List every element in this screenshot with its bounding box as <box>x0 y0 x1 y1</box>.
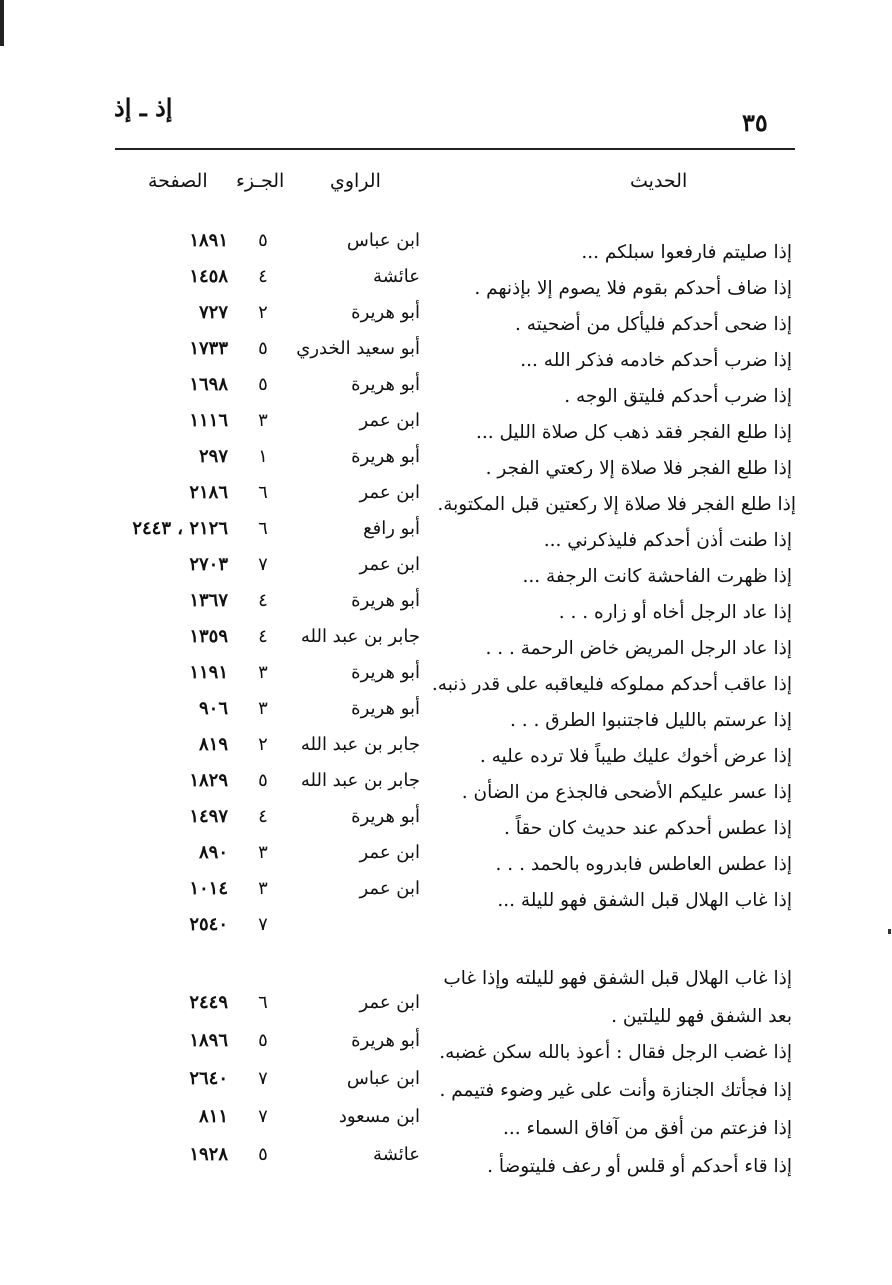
rawi-name: أبو هريرة <box>351 698 420 719</box>
hadith-text: إذا عطس أحدكم عند حديث كان حقاً . <box>503 818 792 839</box>
page-ref: ١٦٩٨ <box>189 374 228 395</box>
hadith-text: إذا ضاف أحدكم بقوم فلا يصوم إلا بإذنهم . <box>474 278 792 299</box>
hadith-text: إذا طلع الفجر فقد ذهب كل صلاة الليل ... <box>475 422 792 443</box>
juz-number: ٤ <box>258 266 268 287</box>
table-row <box>0 410 892 450</box>
page-ref: ١٨٩١ <box>189 230 228 251</box>
rawi-name: ابن مسعود <box>338 1106 420 1127</box>
rawi-name: أبو هريرة <box>351 302 420 323</box>
table-row <box>0 302 892 342</box>
table-row <box>0 554 892 594</box>
page-ref: ١٠١٤ <box>189 878 228 899</box>
juz-number: ٢ <box>258 734 268 755</box>
hadith-text: إذا فزعتم من أفق من آفاق السماء ... <box>503 1118 792 1139</box>
table-row <box>0 770 892 810</box>
page-ref: ١١١٦ <box>189 410 228 431</box>
page-ref: ١٤٥٨ <box>189 266 228 287</box>
hadith-text: إذا عاد الرجل المريض خاض الرحمة . . . <box>485 638 792 659</box>
hadith-text: إذا قاء أحدكم أو قلس أو رعف فليتوضأ . <box>487 1156 792 1177</box>
rawi-name: جابر بن عبد الله <box>300 626 420 647</box>
column-header-page: الصفحة <box>148 170 208 192</box>
scan-edge-mark <box>0 0 4 46</box>
hadith-text: إذا غاب الهلال قبل الشفق فهو لليلة ... <box>497 890 792 911</box>
page-ref: ١٨٢٩ <box>189 770 228 791</box>
page-ref: ٢٥٤٠ <box>189 914 228 935</box>
table-row <box>0 1068 892 1108</box>
hadith-text: إذا عطس العاطس فابدروه بالحمد . . . <box>495 854 792 875</box>
hadith-text: إذا ضرب أحدكم خادمه فذكر الله ... <box>520 350 792 371</box>
juz-number: ٧ <box>258 1106 268 1127</box>
hadith-text: إذا ضحى أحدكم فليأكل من أضحيته . <box>514 314 792 335</box>
hadith-text: إذا عرستم بالليل فاجتنبوا الطرق . . . <box>510 710 792 731</box>
rawi-name: عائشة <box>373 1144 420 1165</box>
rawi-name: أبو هريرة <box>351 806 420 827</box>
table-row <box>0 806 892 846</box>
juz-number: ٣ <box>258 698 268 719</box>
page-ref: ٢٤٤٩ <box>189 992 228 1013</box>
hadith-text-line-1: إذا غاب الهلال قبل الشفق فهو لليلته وإذا غاب <box>443 968 792 989</box>
juz-number: ٥ <box>258 338 268 359</box>
juz-number: ٦ <box>258 482 268 503</box>
rawi-name: ابن عمر <box>359 992 420 1013</box>
page-ref: ١٩٢٨ <box>189 1144 228 1165</box>
page-ref: ٢٩٧ <box>198 446 228 467</box>
rawi-name: ابن عمر <box>359 842 420 863</box>
hadith-text: إذا طنت أذن أحدكم فليذكرني ... <box>543 530 792 551</box>
page-ref: ٢١٨٦ <box>189 482 228 503</box>
rawi-name: أبو هريرة <box>351 662 420 683</box>
rawi-name: ابن عمر <box>359 554 420 575</box>
juz-number: ٤ <box>258 806 268 827</box>
rawi-name: أبو رافع <box>363 518 420 539</box>
rawi-name: ابن عمر <box>359 878 420 899</box>
rawi-name: ابن عباس <box>346 230 420 251</box>
table-row <box>0 482 892 522</box>
rawi-name: أبو هريرة <box>351 374 420 395</box>
hadith-text: إذا ضرب أحدكم فليتق الوجه . <box>564 386 792 407</box>
table-row <box>0 992 892 1032</box>
table-row <box>0 338 892 378</box>
page-ref: ١٣٥٩ <box>189 626 228 647</box>
table-row <box>0 266 892 306</box>
table-row <box>0 698 892 738</box>
rawi-name: أبو هريرة <box>351 446 420 467</box>
rawi-name: جابر بن عبد الله <box>300 734 420 755</box>
table-row <box>0 590 892 630</box>
juz-number: ٧ <box>258 1068 268 1089</box>
juz-number: ٦ <box>258 992 268 1013</box>
page-ref: ٢١٢٦ ، ٢٤٤٣ <box>132 518 228 539</box>
juz-number: ٥ <box>258 1144 268 1165</box>
page-ref: ٨١٩ <box>198 734 228 755</box>
page-ref: ١٤٩٧ <box>189 806 228 827</box>
table-row <box>0 878 892 918</box>
juz-number: ٤ <box>258 590 268 611</box>
juz-number: ٥ <box>258 1030 268 1051</box>
rawi-name: جابر بن عبد الله <box>300 770 420 791</box>
juz-number: ٢ <box>258 302 268 323</box>
page-ref: ١٧٣٣ <box>189 338 228 359</box>
table-row <box>0 662 892 702</box>
juz-number: ٣ <box>258 842 268 863</box>
page-ref: ٨٩٠ <box>198 842 228 863</box>
rawi-name: عائشة <box>373 266 420 287</box>
juz-number: ٣ <box>258 878 268 899</box>
table-row <box>0 230 892 270</box>
table-row <box>0 1030 892 1070</box>
rawi-name: أبو سعيد الخدري <box>296 338 420 359</box>
juz-number: ٧ <box>258 914 268 935</box>
juz-number: ٥ <box>258 230 268 251</box>
page-ref: ٨١١ <box>198 1106 228 1127</box>
rawi-name: أبو هريرة <box>351 590 420 611</box>
page-ref: ١٣٦٧ <box>189 590 228 611</box>
table-row <box>0 1144 892 1184</box>
hadith-text: إذا عاد الرجل أخاه أو زاره . . . <box>558 602 792 623</box>
page-ref: ٢٧٠٣ <box>189 554 228 575</box>
table-row <box>0 734 892 774</box>
hadith-text: إذا عاقب أحدكم مملوكه فليعاقبه على قدر ذنبه. <box>431 674 792 695</box>
juz-number: ٦ <box>258 518 268 539</box>
rawi-name: أبو هريرة <box>351 1030 420 1051</box>
hadith-text: إذا عسر عليكم الأضحى فالجذع من الضأن . <box>461 782 792 803</box>
juz-number: ٥ <box>258 374 268 395</box>
scan-speck <box>888 929 891 934</box>
page-number: ٣٥ <box>742 108 768 137</box>
table-row <box>0 626 892 666</box>
table-row <box>0 914 892 954</box>
hadith-text: إذا طلع الفجر فلا صلاة إلا ركعتين قبل المكتوبة. <box>437 494 796 515</box>
rawi-name: ابن عمر <box>359 482 420 503</box>
juz-number: ٥ <box>258 770 268 791</box>
page-ref: ١١٩١ <box>189 662 228 683</box>
hadith-text: إذا ظهرت الفاحشة كانت الرجفة ... <box>522 566 792 587</box>
rawi-name: ابن عمر <box>359 410 420 431</box>
hadith-text: إذا طلع الفجر فلا صلاة إلا ركعتي الفجر . <box>485 458 792 479</box>
page-ref: ٢٦٤٠ <box>189 1068 228 1089</box>
table-row <box>0 446 892 486</box>
juz-number: ٣ <box>258 410 268 431</box>
juz-number: ٧ <box>258 554 268 575</box>
hadith-text: إذا صليتم فارفعوا سبلكم ... <box>581 242 792 263</box>
hadith-text-line-2: بعد الشفق فهو لليلتين . <box>611 1006 792 1027</box>
hadith-text: إذا عرض أخوك عليك طيباً فلا ترده عليه . <box>479 746 792 767</box>
page-ref: ٩٠٦ <box>198 698 228 719</box>
table-row <box>0 1106 892 1146</box>
table-row <box>0 842 892 882</box>
juz-number: ٣ <box>258 662 268 683</box>
header-rule <box>115 148 795 150</box>
table-row <box>0 518 892 558</box>
juz-number: ١ <box>258 446 268 467</box>
table-row <box>0 374 892 414</box>
column-header-rawi: الراوي <box>330 170 381 192</box>
hadith-text: إذا فجأتك الجنازة وأنت على غير وضوء فتيمم . <box>439 1080 792 1101</box>
page-ref: ١٨٩٦ <box>189 1030 228 1051</box>
column-header-hadith: الحديث <box>630 170 688 192</box>
hadith-text: إذا غضب الرجل فقال : أعوذ بالله سكن غضبه. <box>439 1042 792 1063</box>
running-title: إذ ـ إذ <box>114 93 173 122</box>
rawi-name: ابن عباس <box>346 1068 420 1089</box>
page-ref: ٧٢٧ <box>198 302 228 323</box>
juz-number: ٤ <box>258 626 268 647</box>
column-header-juz: الجـزء <box>236 170 285 192</box>
